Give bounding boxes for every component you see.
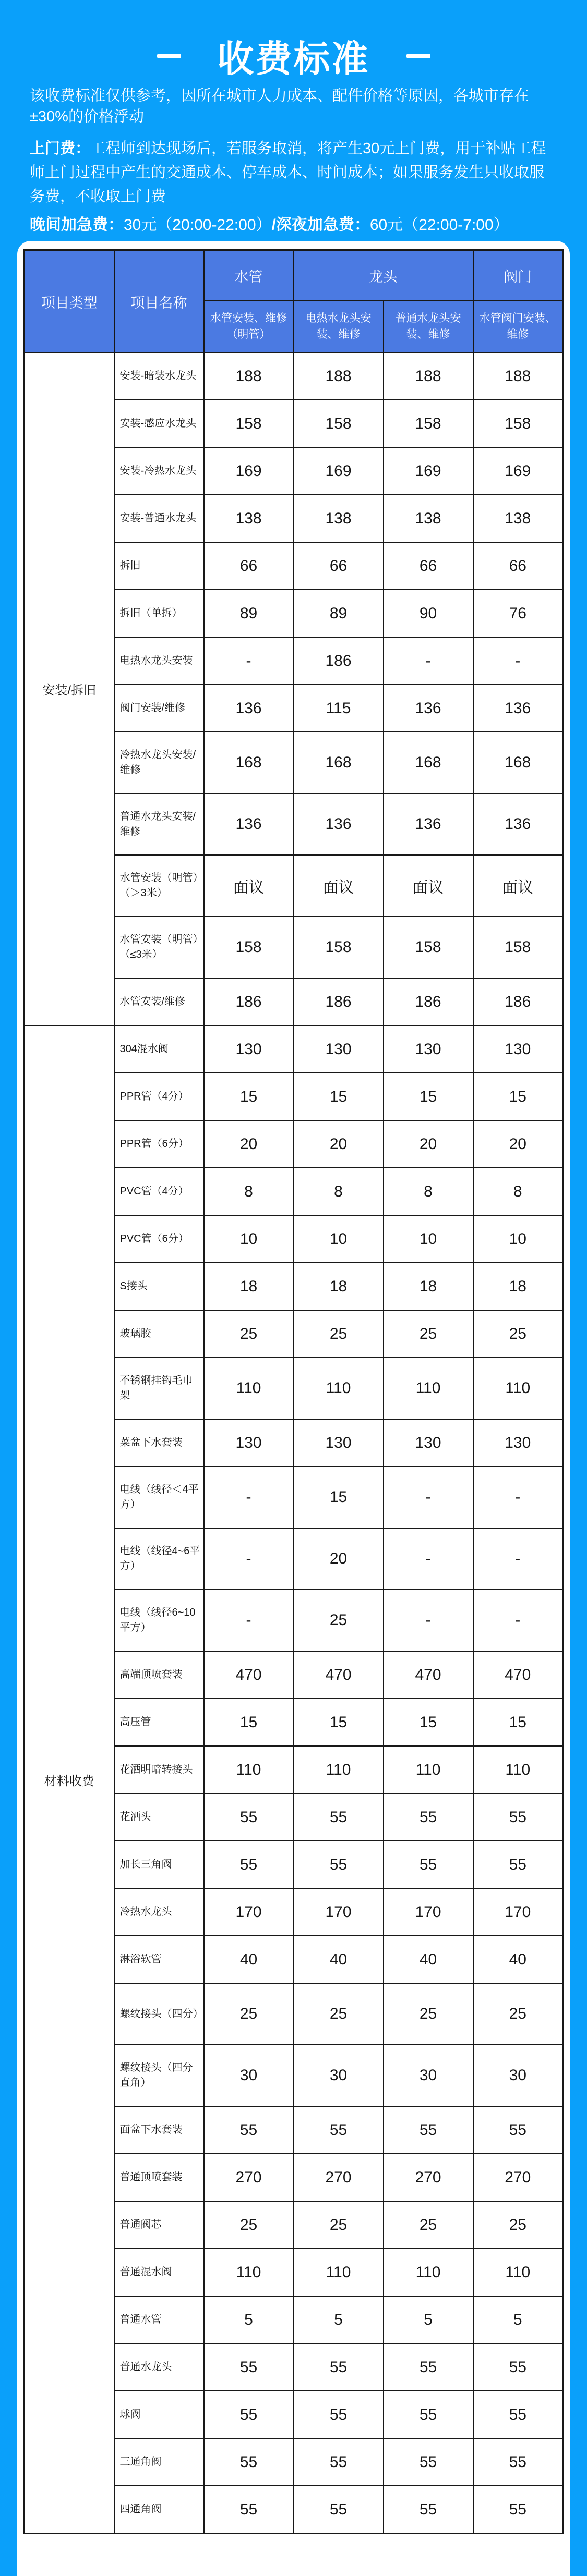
price-cell: 55 — [294, 1793, 384, 1841]
price-cell: - — [384, 1590, 473, 1651]
header-project-name: 项目名称 — [114, 250, 204, 353]
price-cell: 110 — [473, 1358, 563, 1419]
price-cell: 115 — [294, 685, 384, 732]
price-cell: 66 — [384, 542, 473, 590]
item-name-cell: 安装-感应水龙头 — [114, 400, 204, 447]
price-cell: 138 — [294, 495, 384, 542]
header-subcol-normal-faucet: 普通水龙头安装、维修 — [384, 300, 473, 352]
pricing-table-header — [25, 250, 563, 353]
price-cell: 270 — [204, 2154, 294, 2201]
price-cell: 40 — [204, 1936, 294, 1983]
price-cell: 55 — [204, 1841, 294, 1888]
price-cell: 136 — [384, 685, 473, 732]
price-cell: 面议 — [294, 855, 384, 917]
price-cell: - — [384, 1528, 473, 1590]
price-cell: 15 — [294, 1073, 384, 1120]
price-cell: 55 — [473, 2486, 563, 2534]
price-cell: 25 — [294, 1590, 384, 1651]
price-cell: 110 — [294, 1746, 384, 1793]
item-name-cell: 球阀 — [114, 2391, 204, 2438]
price-cell: 186 — [294, 978, 384, 1025]
item-name-cell: 304混水阀 — [114, 1025, 204, 1073]
item-name-cell: 安装-普通水龙头 — [114, 495, 204, 542]
price-cell: 110 — [473, 2249, 563, 2296]
price-cell: 130 — [204, 1419, 294, 1467]
price-cell: 20 — [294, 1120, 384, 1168]
price-cell: 25 — [473, 1310, 563, 1358]
price-cell: 55 — [473, 2438, 563, 2486]
price-cell: 130 — [473, 1025, 563, 1073]
price-cell: 138 — [204, 495, 294, 542]
price-cell: 5 — [204, 2296, 294, 2343]
header-subcol-pipe-valve: 水管阀门安装、维修 — [473, 300, 563, 352]
price-cell: 55 — [473, 1841, 563, 1888]
price-cell: - — [473, 1467, 563, 1528]
header-group-water-pipe: 水管 — [204, 250, 294, 301]
price-cell: 110 — [384, 2249, 473, 2296]
item-name-cell: 高端顶喷套装 — [114, 1651, 204, 1699]
header-group-row — [25, 250, 563, 301]
item-name-cell: 冷热水龙头安装/维修 — [114, 732, 204, 793]
price-cell: 158 — [204, 917, 294, 978]
price-cell: 186 — [294, 637, 384, 685]
price-cell: 130 — [204, 1025, 294, 1073]
price-cell: - — [204, 1590, 294, 1651]
price-cell: 15 — [384, 1699, 473, 1746]
price-cell: 5 — [384, 2296, 473, 2343]
item-name-cell: 电热水龙头安装 — [114, 637, 204, 685]
price-cell: 25 — [204, 1983, 294, 2045]
price-cell: 55 — [473, 2106, 563, 2154]
price-cell: 55 — [294, 2106, 384, 2154]
price-cell: 130 — [294, 1025, 384, 1073]
price-cell: 270 — [384, 2154, 473, 2201]
header-project-type: 项目类型 — [25, 250, 114, 353]
item-name-cell: 电线（线径6~10平方） — [114, 1590, 204, 1651]
item-name-cell: 拆旧 — [114, 542, 204, 590]
item-name-cell: 普通水管 — [114, 2296, 204, 2343]
price-cell: 10 — [294, 1215, 384, 1263]
price-cell: 66 — [473, 542, 563, 590]
price-cell: 158 — [294, 917, 384, 978]
price-cell: 55 — [204, 1793, 294, 1841]
price-cell: 30 — [204, 2045, 294, 2106]
item-name-cell: 螺纹接头（四分） — [114, 1983, 204, 2045]
item-name-cell: 不锈钢挂钩毛巾架 — [114, 1358, 204, 1419]
price-cell: 110 — [384, 1358, 473, 1419]
item-name-cell: 电线（线径4~6平方） — [114, 1528, 204, 1590]
price-cell: 169 — [294, 447, 384, 495]
price-cell: 5 — [294, 2296, 384, 2343]
price-cell: 110 — [204, 1358, 294, 1419]
item-name-cell: 玻璃胶 — [114, 1310, 204, 1358]
pricing-card — [17, 241, 570, 2576]
price-cell: 20 — [204, 1120, 294, 1168]
price-cell: 20 — [473, 1120, 563, 1168]
visit-fee-paragraph — [30, 137, 557, 209]
item-name-cell: 安装-暗装水龙头 — [114, 352, 204, 400]
price-cell: 130 — [384, 1419, 473, 1467]
item-name-cell: S接头 — [114, 1263, 204, 1310]
price-cell: 25 — [294, 2201, 384, 2249]
item-name-cell: 水管安装（明管）（≤3米） — [114, 917, 204, 978]
price-cell: 158 — [384, 917, 473, 978]
item-name-cell: 加长三角阀 — [114, 1841, 204, 1888]
surcharge-paragraph — [30, 214, 557, 237]
price-cell: 138 — [473, 495, 563, 542]
title-left-dash-icon — [157, 54, 181, 58]
price-cell: 55 — [473, 2343, 563, 2391]
price-cell: 158 — [473, 400, 563, 447]
price-cell: 55 — [473, 1793, 563, 1841]
price-cell: 55 — [384, 1793, 473, 1841]
price-cell: 55 — [294, 1841, 384, 1888]
price-cell: 130 — [384, 1025, 473, 1073]
price-cell: 18 — [473, 1263, 563, 1310]
price-cell: 55 — [204, 2391, 294, 2438]
price-cell: 136 — [473, 793, 563, 855]
price-cell: 470 — [473, 1651, 563, 1699]
price-cell: 170 — [384, 1888, 473, 1936]
price-cell: - — [384, 637, 473, 685]
item-name-cell: 花洒头 — [114, 1793, 204, 1841]
price-cell: - — [473, 1590, 563, 1651]
price-cell: 30 — [294, 2045, 384, 2106]
item-name-cell: PPR管（6分） — [114, 1120, 204, 1168]
item-name-cell: 普通水龙头 — [114, 2343, 204, 2391]
price-cell: 55 — [384, 2438, 473, 2486]
table-row — [25, 1025, 563, 1073]
item-name-cell: 三通角阀 — [114, 2438, 204, 2486]
price-cell: 55 — [384, 2391, 473, 2438]
price-cell: 55 — [294, 2343, 384, 2391]
price-cell: 25 — [473, 2201, 563, 2249]
price-cell: 158 — [294, 400, 384, 447]
price-cell: - — [473, 1528, 563, 1590]
visit-fee-text: 工程师到达现场后，若服务取消，将产生30元上门费，用于补贴工程师上门过程中产生的交通成本、停车成本、时间成本；如果服务发生只收取服务费，不收取上门费 — [30, 140, 546, 205]
evening-fee-label: 晚间加急费： — [30, 216, 124, 234]
header-group-faucet: 龙头 — [294, 250, 473, 301]
item-name-cell: 阀门安装/维修 — [114, 685, 204, 732]
header-subcol-pipe-install: 水管安装、维修（明管） — [204, 300, 294, 352]
price-cell: 186 — [473, 978, 563, 1025]
table-row — [25, 352, 563, 400]
price-cell: 188 — [294, 352, 384, 400]
price-cell: 25 — [204, 1310, 294, 1358]
item-name-cell: 面盆下水套装 — [114, 2106, 204, 2154]
price-cell: 18 — [204, 1263, 294, 1310]
item-name-cell: 电线（线径＜4平方） — [114, 1467, 204, 1528]
price-cell: 130 — [294, 1419, 384, 1467]
price-cell: 168 — [473, 732, 563, 793]
price-cell: 10 — [384, 1215, 473, 1263]
price-cell: 110 — [204, 2249, 294, 2296]
item-name-cell: 花洒明暗转接头 — [114, 1746, 204, 1793]
price-cell: 188 — [473, 352, 563, 400]
price-cell: 110 — [294, 1358, 384, 1419]
item-name-cell: 四通角阀 — [114, 2486, 204, 2534]
price-cell: 55 — [204, 2106, 294, 2154]
late-night-fee-value: 60元（22:00-7:00） — [369, 216, 509, 234]
section-type-cell: 材料收费 — [25, 1025, 114, 2534]
price-cell: 40 — [384, 1936, 473, 1983]
price-cell: 55 — [294, 2438, 384, 2486]
price-cell: 158 — [204, 400, 294, 447]
price-cell: 8 — [294, 1168, 384, 1215]
item-name-cell: 螺纹接头（四分直角） — [114, 2045, 204, 2106]
price-cell: 470 — [294, 1651, 384, 1699]
price-cell: 面议 — [384, 855, 473, 917]
item-name-cell: 普通阀芯 — [114, 2201, 204, 2249]
header-subcol-electric-faucet: 电热水龙头安装、维修 — [294, 300, 384, 352]
pricing-table — [23, 249, 564, 2534]
price-cell: 55 — [384, 2106, 473, 2154]
price-cell: 55 — [384, 2486, 473, 2534]
price-cell: 470 — [204, 1651, 294, 1699]
price-cell: 30 — [384, 2045, 473, 2106]
price-cell: 25 — [384, 2201, 473, 2249]
page-title: 收费标准 — [217, 38, 370, 79]
price-cell: 8 — [384, 1168, 473, 1215]
price-cell: - — [473, 637, 563, 685]
price-cell: 188 — [384, 352, 473, 400]
price-cell: 15 — [204, 1073, 294, 1120]
price-cell: 76 — [473, 590, 563, 637]
price-cell: - — [204, 1528, 294, 1590]
title-right-dash-icon — [406, 54, 430, 58]
section-type-cell: 安装/拆旧 — [25, 352, 114, 1025]
price-cell: 10 — [204, 1215, 294, 1263]
item-name-cell: 水管安装/维修 — [114, 978, 204, 1025]
item-name-cell: PVC管（6分） — [114, 1215, 204, 1263]
disclaimer-note: 该收费标准仅供参考，因所在城市人力成本、配件价格等原因，各城市存在±30%的价格浮动 — [30, 88, 530, 125]
price-cell: 40 — [294, 1936, 384, 1983]
price-cell: 89 — [294, 590, 384, 637]
price-cell: 110 — [473, 1746, 563, 1793]
price-cell: 136 — [204, 793, 294, 855]
price-cell: 15 — [384, 1073, 473, 1120]
price-cell: 55 — [204, 2343, 294, 2391]
price-cell: 470 — [384, 1651, 473, 1699]
price-cell: 110 — [204, 1746, 294, 1793]
price-cell: 169 — [204, 447, 294, 495]
price-cell: 30 — [473, 2045, 563, 2106]
price-cell: 18 — [294, 1263, 384, 1310]
price-cell: - — [204, 1467, 294, 1528]
price-cell: 55 — [384, 2343, 473, 2391]
price-cell: 169 — [473, 447, 563, 495]
item-name-cell: PVC管（4分） — [114, 1168, 204, 1215]
price-cell: 270 — [473, 2154, 563, 2201]
price-cell: 18 — [384, 1263, 473, 1310]
price-cell: - — [384, 1467, 473, 1528]
price-cell: 110 — [294, 2249, 384, 2296]
item-name-cell: 拆旧（单拆） — [114, 590, 204, 637]
item-name-cell: 菜盆下水套装 — [114, 1419, 204, 1467]
price-cell: 186 — [384, 978, 473, 1025]
price-cell: 188 — [204, 352, 294, 400]
price-cell: 8 — [204, 1168, 294, 1215]
item-name-cell: 高压管 — [114, 1699, 204, 1746]
price-cell: 20 — [384, 1120, 473, 1168]
price-cell: 168 — [294, 732, 384, 793]
price-cell: 55 — [204, 2486, 294, 2534]
visit-fee-label: 上门费： — [30, 140, 91, 157]
late-night-fee-label: /深夜加急费： — [271, 216, 370, 234]
price-cell: 110 — [384, 1746, 473, 1793]
price-cell: 136 — [294, 793, 384, 855]
item-name-cell: 淋浴软管 — [114, 1936, 204, 1983]
item-name-cell: 水管安装（明管）（＞3米） — [114, 855, 204, 917]
price-cell: 66 — [204, 542, 294, 590]
hero-header — [0, 0, 587, 237]
price-cell: 90 — [384, 590, 473, 637]
item-name-cell: 冷热水龙头 — [114, 1888, 204, 1936]
pricing-table-body — [25, 352, 563, 2534]
price-cell: 170 — [294, 1888, 384, 1936]
price-cell: 15 — [294, 1699, 384, 1746]
price-cell: 136 — [204, 685, 294, 732]
price-cell: 168 — [384, 732, 473, 793]
price-cell: 25 — [384, 1310, 473, 1358]
price-cell: 55 — [294, 2486, 384, 2534]
price-cell: 170 — [204, 1888, 294, 1936]
price-cell: 168 — [204, 732, 294, 793]
price-cell: 66 — [294, 542, 384, 590]
price-cell: 25 — [294, 1983, 384, 2045]
evening-fee-value: 30元（20:00-22:00） — [124, 216, 272, 234]
price-cell: 136 — [384, 793, 473, 855]
price-cell: 89 — [204, 590, 294, 637]
item-name-cell: 普通顶喷套装 — [114, 2154, 204, 2201]
header-group-valve: 阀门 — [473, 250, 563, 301]
price-cell: 136 — [473, 685, 563, 732]
price-cell: 55 — [473, 2391, 563, 2438]
price-cell: 55 — [204, 2438, 294, 2486]
price-cell: 5 — [473, 2296, 563, 2343]
price-cell: 8 — [473, 1168, 563, 1215]
price-cell: 138 — [384, 495, 473, 542]
price-cell: 169 — [384, 447, 473, 495]
price-cell: 40 — [473, 1936, 563, 1983]
price-cell: 55 — [294, 2391, 384, 2438]
price-cell: - — [204, 637, 294, 685]
price-cell: 25 — [384, 1983, 473, 2045]
price-cell: 25 — [294, 1310, 384, 1358]
price-cell: 158 — [473, 917, 563, 978]
page-title-row — [30, 34, 557, 77]
price-cell: 186 — [204, 978, 294, 1025]
item-name-cell: 普通水龙头安装/维修 — [114, 793, 204, 855]
price-cell: 170 — [473, 1888, 563, 1936]
price-cell: 25 — [473, 1983, 563, 2045]
price-cell: 270 — [294, 2154, 384, 2201]
price-cell: 55 — [384, 1841, 473, 1888]
item-name-cell: PPR管（4分） — [114, 1073, 204, 1120]
item-name-cell: 普通混水阀 — [114, 2249, 204, 2296]
price-cell: 25 — [204, 2201, 294, 2249]
price-cell: 158 — [384, 400, 473, 447]
price-cell: 15 — [473, 1073, 563, 1120]
price-cell: 面议 — [473, 855, 563, 917]
price-cell: 10 — [473, 1215, 563, 1263]
price-cell: 面议 — [204, 855, 294, 917]
price-cell: 20 — [294, 1528, 384, 1590]
item-name-cell: 安装-冷热水龙头 — [114, 447, 204, 495]
price-cell: 130 — [473, 1419, 563, 1467]
price-cell: 15 — [473, 1699, 563, 1746]
price-cell: 15 — [204, 1699, 294, 1746]
price-cell: 15 — [294, 1467, 384, 1528]
